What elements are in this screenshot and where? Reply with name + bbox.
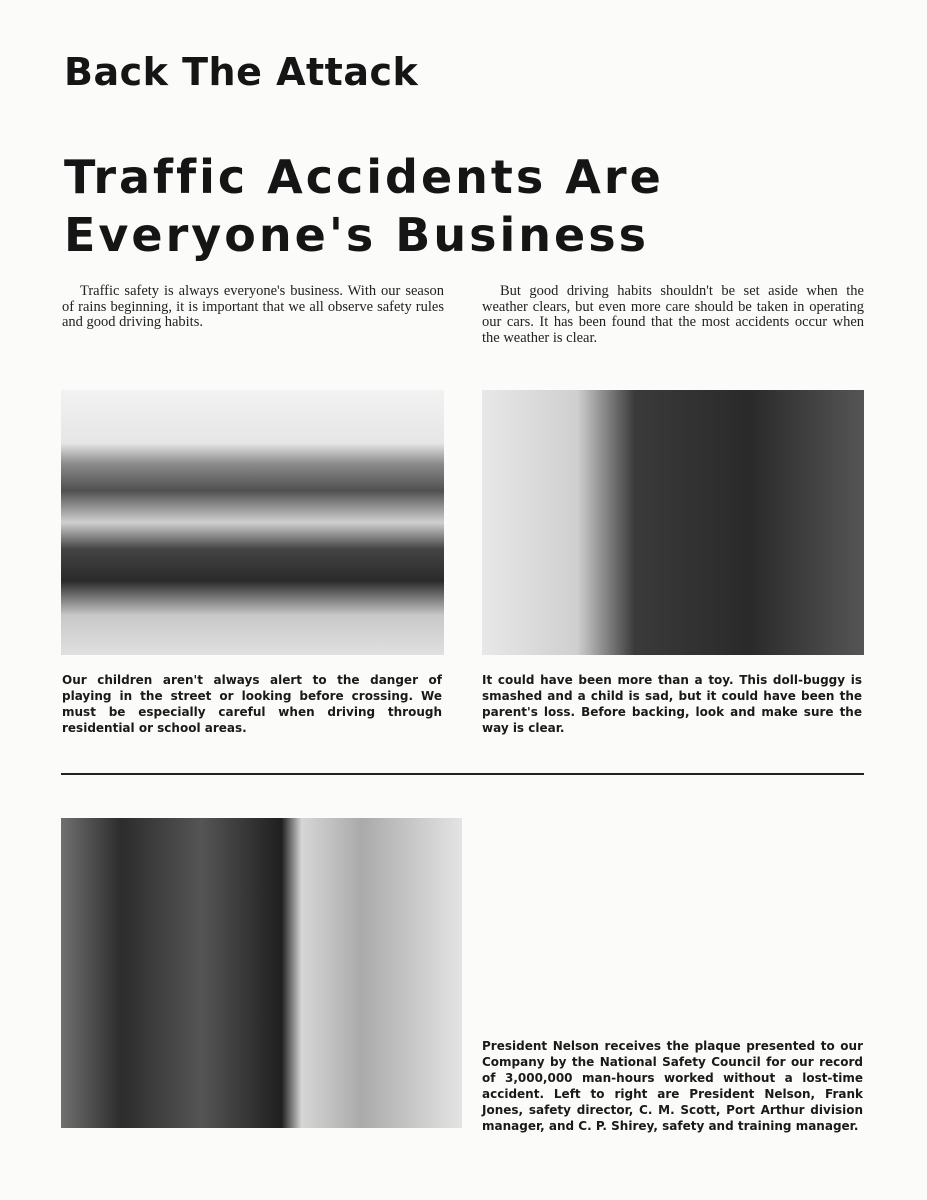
title-line-2: Everyone's Business [64,208,649,262]
intro-left-text: Traffic safety is always everyone's business. With our season of rains beginning, it is important that we all observe safety rules and good driving habits. [62,283,444,330]
caption-street-crossing: Our children aren't always alert to the danger of playing in the street or looking before crossing. We must be especially careful when driving through residential or school areas. [62,673,442,735]
caption-doll-buggy: It could have been more than a toy. This doll-buggy is smashed and a child is sad, but it could have been the parent's loss. Before backing, look and make sure the way is clear. [482,673,862,735]
intro-right-text: But good driving habits shouldn't be set aside when the weather clears, but even more care should be taken in operating our cars. It has been found that the most accidents occur when the weather is clear. [482,283,864,346]
section-divider [61,773,864,775]
photo-street-crossing [61,390,444,655]
article-title [64,148,664,264]
caption-plaque-presentation: President Nelson receives the plaque presented to our Company by the National Safety Council for our record of 3,000,000 man-hours worked without a lost-time accident. Left to right are President Nelson, Frank Jones, safety director, C. M. Scott, Port Arthur division manager, and C. P. Shirey, safety and training manager. [482,1039,863,1133]
intro-right-paragraph [482,284,864,346]
photo-plaque-presentation [61,818,462,1128]
photo-car-doll-buggy [482,390,864,655]
section-kicker: Back The Attack [64,50,419,94]
intro-left-paragraph [62,284,444,331]
title-line-1: Traffic Accidents Are [64,150,664,204]
